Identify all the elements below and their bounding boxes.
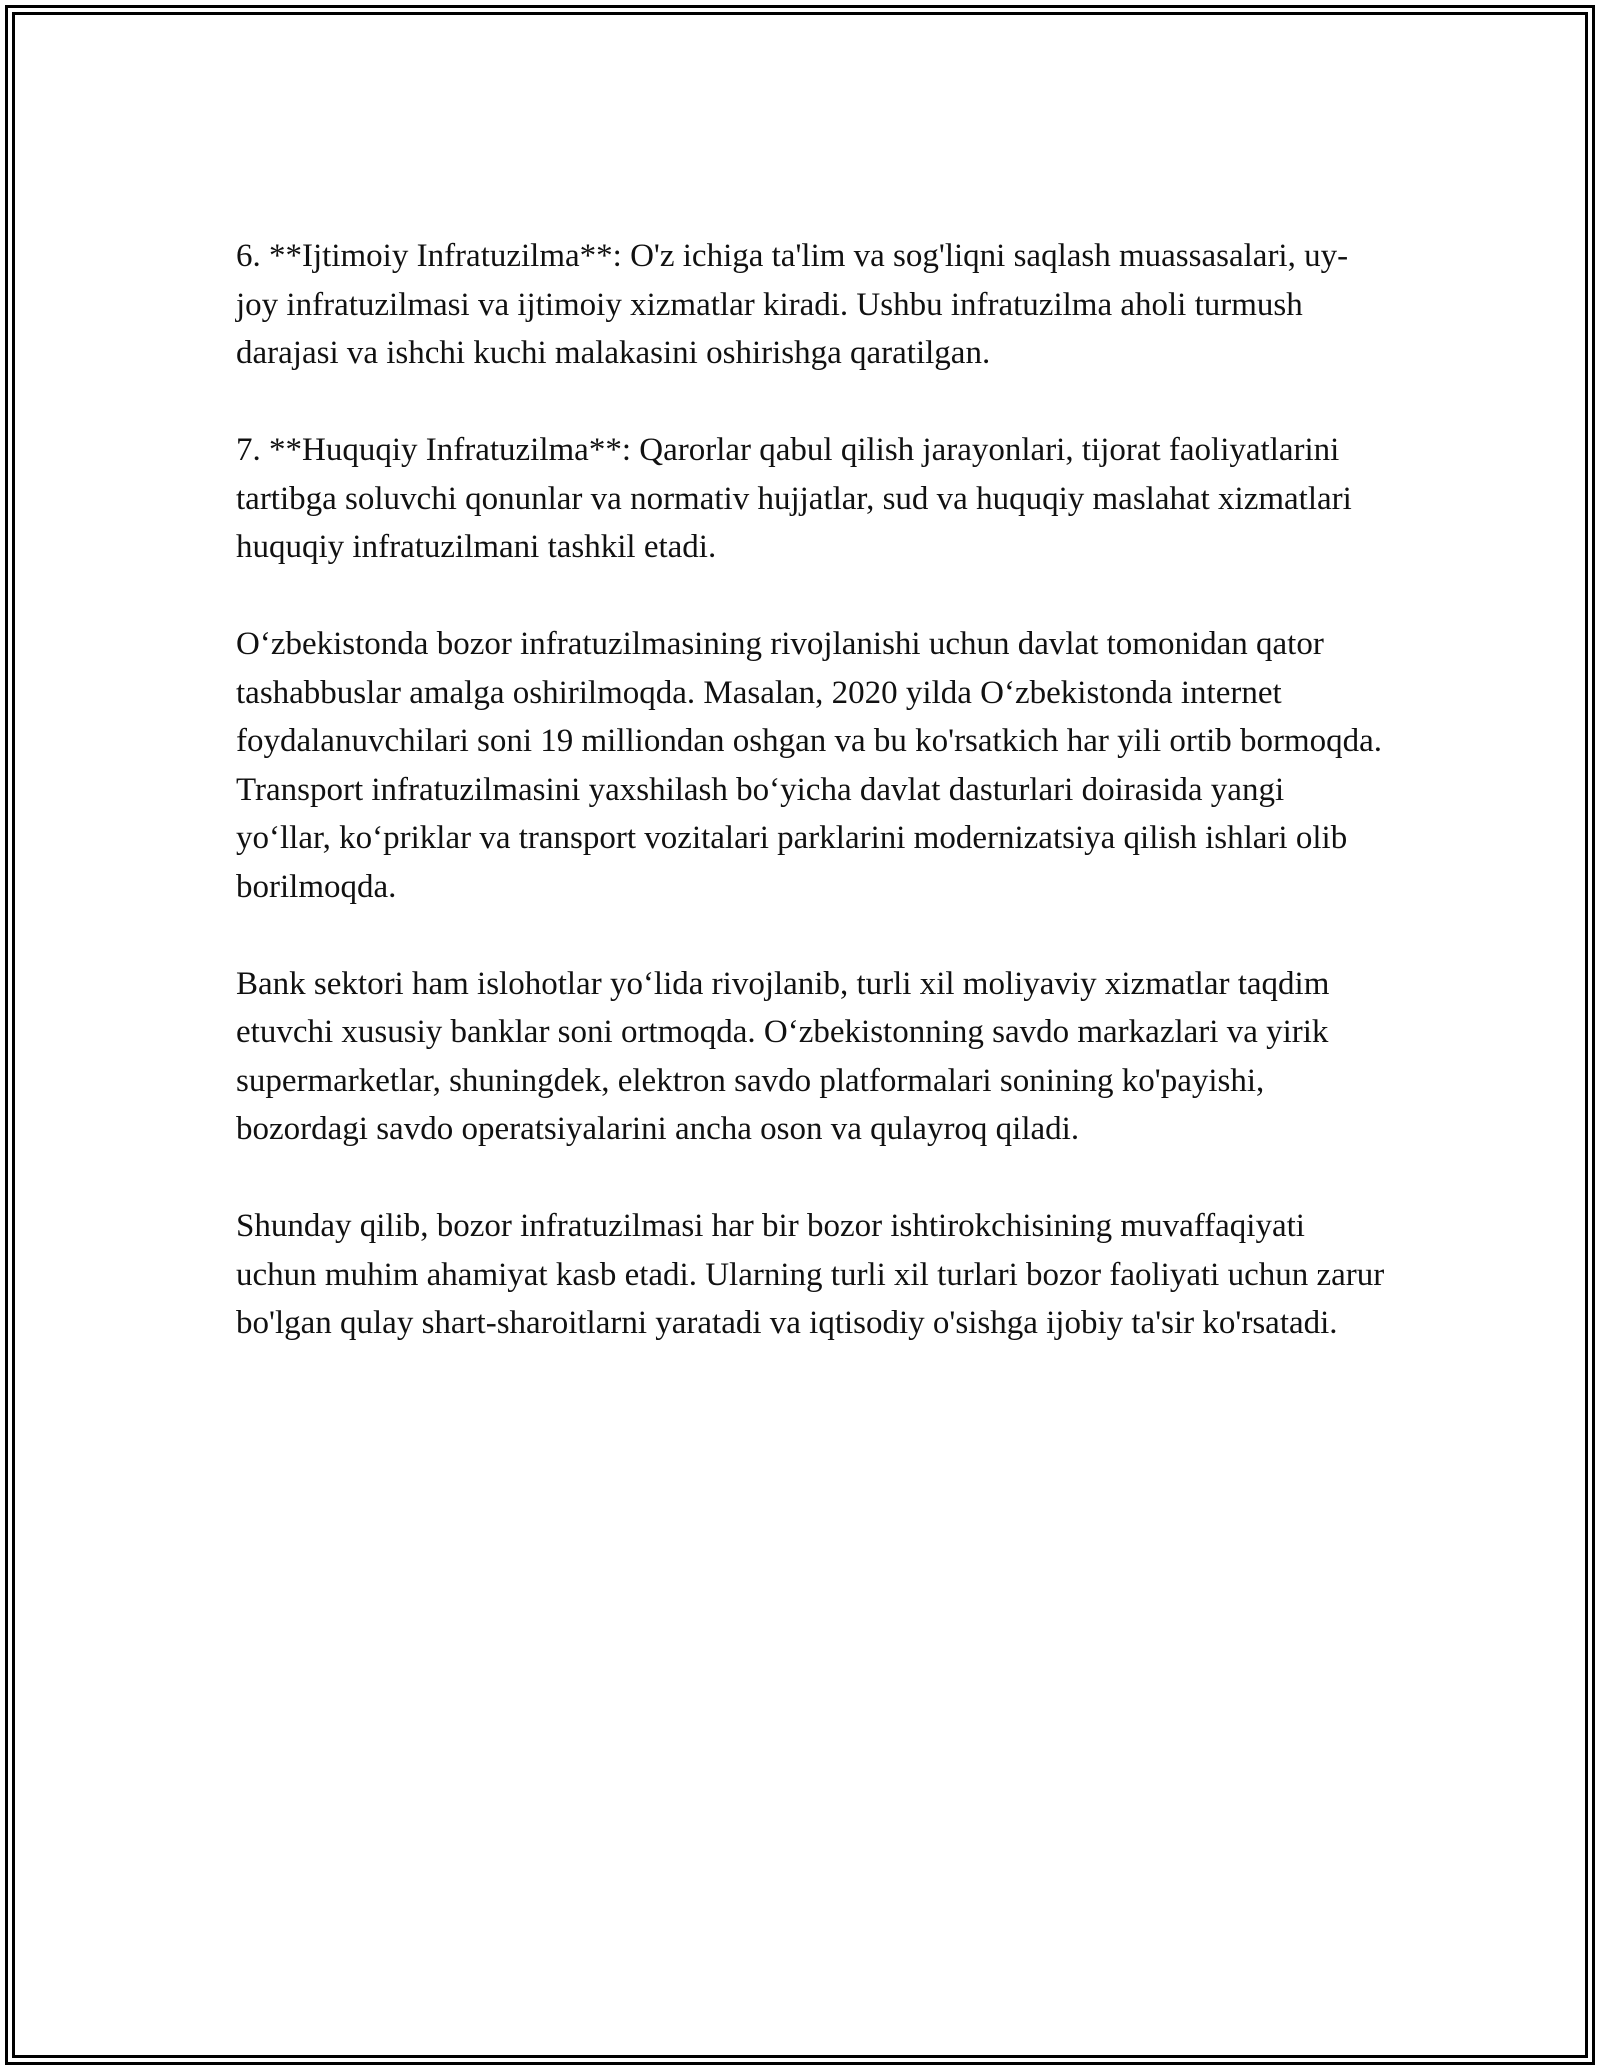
paragraph-social-infrastructure: 6. **Ijtimoiy Infratuzilma**: O'z ichiga ta'lim va sog'liqni saqlash muassasalari, uy-joy infratuzilmasi va ijtimoiy xizmatlar kiradi. Ushbu infratuzilma aholi turmush darajasi va ishchi kuchi malakasini oshirishga qaratilgan. xyxy=(236,238,1349,371)
paragraph-bank-sector: Bank sektori ham islohotlar yo‘lida rivojlanib, turli xil moliyaviy xizmatlar taqdim etuvchi xususiy banklar soni ortmoqda. O‘zbekistonning savdo markazlari va yirik supermarketlar, shuningdek, elektron savdo platformalari sonining ko'payishi, bozordagi savdo operatsiyalarini ancha oson va qulayroq qiladi. xyxy=(236,965,1330,1147)
document-body xyxy=(236,232,1386,1396)
paragraph-legal-infrastructure: 7. **Huquqiy Infratuzilma**: Qarorlar qabul qilish jarayonlari, tijorat faoliyatlarini tartibga soluvchi qonunlar va normativ hujjatlar, sud va huquqiy maslahat xizmatlari huquqiy infratuzilmani tashkil etadi. xyxy=(236,432,1352,565)
paragraph-conclusion: Shunday qilib, bozor infratuzilmasi har bir bozor ishtirokchisining muvaffaqiyati uchun muhim ahamiyat kasb etadi. Ularning turli xil turlari bozor faoliyati uchun zarur bo'lgan qulay shart-sharoitlarni yaratadi va iqtisodiy o'sishga ijobiy ta'sir ko'rsatadi. xyxy=(236,1208,1385,1341)
paragraph-uzbekistan-initiatives: O‘zbekistonda bozor infratuzilmasining rivojlanishi uchun davlat tomonidan qator tashabbuslar amalga oshirilmoqda. Masalan, 2020 yilda O‘zbekistonda internet foydalanuvchilari soni 19 milliondan oshgan va bu ko'rsatkich har yili ortib bormoqda. Transport infratuzilmasini yaxshilash bo‘yicha davlat dasturlari doirasida yangi yo‘llar, ko‘priklar va transport vozitalari parklarini modernizatsiya qilish ishlari olib borilmoqda. xyxy=(236,626,1383,905)
